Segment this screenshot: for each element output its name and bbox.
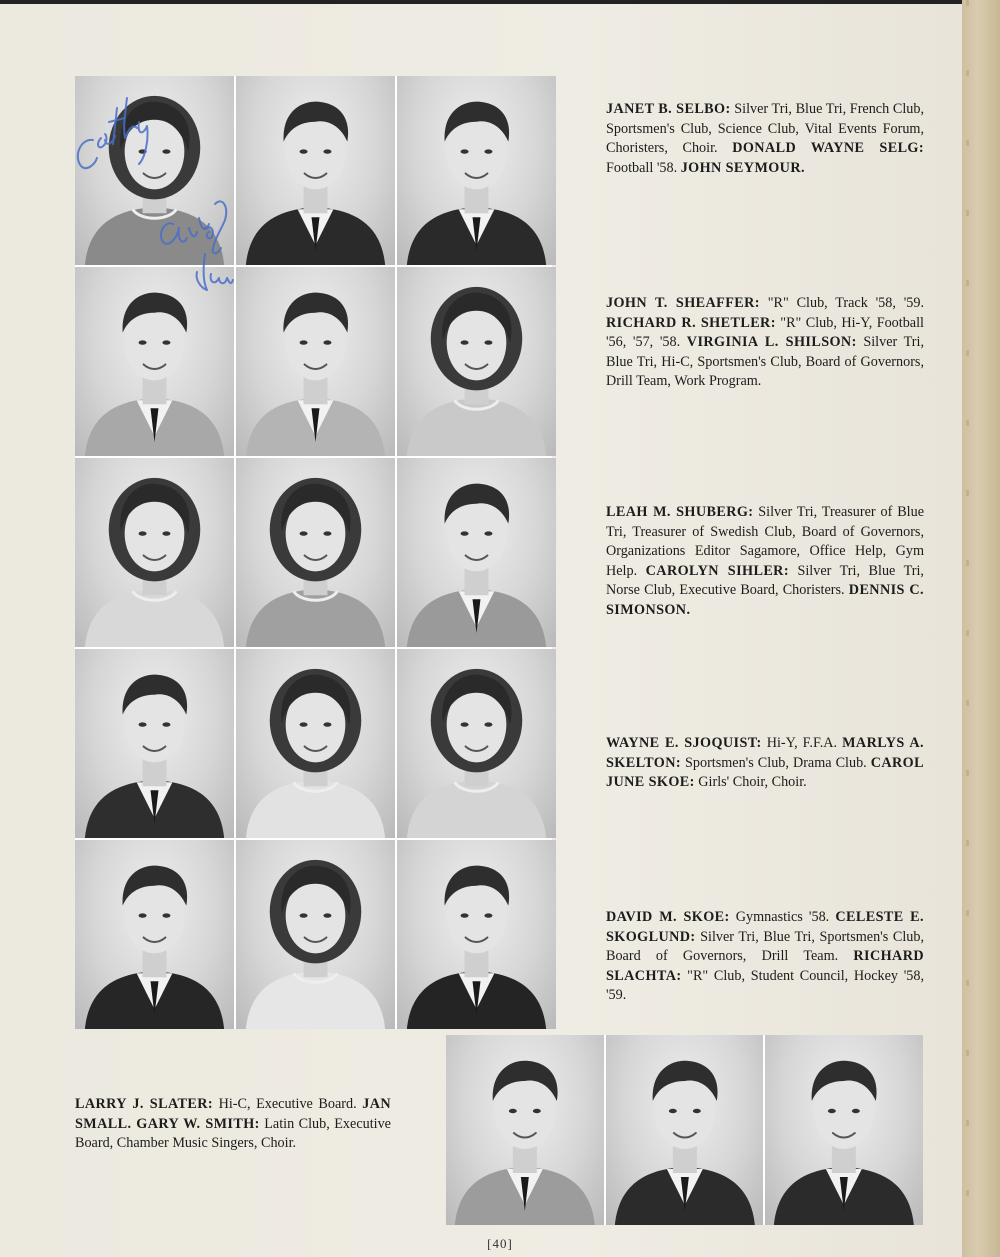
portrait-david-skoe xyxy=(75,840,234,1029)
page-number: [40] xyxy=(487,1236,513,1251)
portrait-wayne-sjoquist xyxy=(75,649,234,838)
student-activities: Silver Tri, Blue Tri, Norse Club, Executive Board, Choristers. xyxy=(606,562,924,599)
student-name: JANET B. SELBO: xyxy=(606,101,731,117)
student-name: LARRY J. SLATER: xyxy=(75,1096,214,1112)
student-name: MARLYS A. SKELTON: xyxy=(606,735,924,771)
student-activities: Silver Tri, Blue Tri, Sportsmen's Club, Board of Governors, Drill Team. xyxy=(606,928,924,965)
student-name: VIRGINIA L. SHILSON: xyxy=(686,334,857,351)
student-activities: Hi-C, Executive Board. xyxy=(213,1096,363,1112)
caption-row-4 xyxy=(606,734,924,793)
student-activities: "R" Club, Track '58, '59. xyxy=(759,295,925,311)
portrait-photo xyxy=(397,76,556,265)
student-name: WAYNE E. SJOQUIST: xyxy=(606,735,762,751)
portrait-photo xyxy=(236,76,395,265)
caption-row-1 xyxy=(606,100,924,178)
student-activities: Gymnastics '58. xyxy=(729,909,836,925)
student-activities: Football '58. xyxy=(606,159,681,176)
student-activities: Latin Club, Executive Board, Chamber Music Singers, Choir. xyxy=(75,1115,391,1152)
student-name: DAVID M. SKOE: xyxy=(606,909,730,925)
student-activities: "R" Club, Hi-Y, Football '56, '57, '58. xyxy=(606,314,924,351)
portrait-photo xyxy=(75,76,234,265)
caption-bottom xyxy=(75,1095,391,1154)
caption-row-5 xyxy=(606,908,924,1006)
portrait-celeste-skoglund xyxy=(236,840,395,1029)
portrait-richard-slachta xyxy=(397,840,556,1029)
portrait-photo xyxy=(397,267,556,456)
portrait-row-bottom xyxy=(446,1035,923,1225)
portrait-john-sheaffer xyxy=(75,267,234,456)
student-activities: Girls' Choir, Choir. xyxy=(694,774,807,791)
portrait-photo xyxy=(236,840,395,1029)
portrait-photo xyxy=(236,458,395,647)
portrait-photo xyxy=(75,458,234,647)
portrait-carol-skoe xyxy=(397,649,556,838)
binding-marks xyxy=(966,0,969,1257)
portrait-photo xyxy=(446,1035,604,1225)
student-activities: Hi-Y, F.F.A. xyxy=(761,735,843,751)
portrait-photo xyxy=(75,840,234,1029)
portrait-marlys-skelton xyxy=(236,649,395,838)
portrait-richard-shetler xyxy=(236,267,395,456)
portrait-photo xyxy=(765,1035,923,1225)
student-name: CELESTE E. SKOGLUND: xyxy=(606,909,924,945)
portrait-carolyn-sihler xyxy=(236,458,395,647)
portrait-john-seymour xyxy=(397,76,556,265)
caption-row-2 xyxy=(606,294,924,392)
student-name: DENNIS C. SIMONSON. xyxy=(606,582,924,618)
student-name: JOHN T. SHEAFFER: xyxy=(606,295,760,311)
portrait-gary-smith xyxy=(765,1035,923,1225)
portrait-photo xyxy=(397,458,556,647)
student-name: LEAH M. SHUBERG: xyxy=(606,504,754,520)
student-activities: Silver Tri, Treasurer of Blue Tri, Treasurer of Swedish Club, Board of Governors, Organizations Editor Sagamore, Office Help, Gym Help. xyxy=(606,504,924,579)
student-activities: Silver Tri, Blue Tri, Hi-C, Sportsmen's Club, Board of Governors, Drill Team, Work Program. xyxy=(606,334,924,390)
student-activities: "R" Club, Student Council, Hockey '58, '59. xyxy=(606,967,924,1004)
portrait-virginia-shilson xyxy=(397,267,556,456)
student-name: JOHN SEYMOUR. xyxy=(680,159,805,176)
portrait-photo xyxy=(606,1035,764,1225)
student-name: CAROLYN SIHLER: xyxy=(645,562,789,579)
portrait-photo xyxy=(75,649,234,838)
student-name: DONALD WAYNE SELG: xyxy=(732,140,924,157)
portrait-jan-small xyxy=(606,1035,764,1225)
portrait-photo xyxy=(75,267,234,456)
portrait-janet-selbo xyxy=(75,76,234,265)
portrait-grid xyxy=(75,76,552,1029)
student-name: RICHARD SLACHTA: xyxy=(606,948,924,984)
portrait-photo xyxy=(236,649,395,838)
student-name: RICHARD R. SHETLER: xyxy=(606,314,776,331)
portrait-photo xyxy=(397,649,556,838)
portrait-leah-shuberg xyxy=(75,458,234,647)
caption-row-3 xyxy=(606,503,924,621)
portrait-photo xyxy=(236,267,395,456)
portrait-larry-slater xyxy=(446,1035,604,1225)
portrait-dennis-simonson xyxy=(397,458,556,647)
student-name: JAN SMALL. GARY W. SMITH: xyxy=(75,1096,391,1132)
student-name: CAROL JUNE SKOE: xyxy=(606,754,924,791)
page-edge xyxy=(962,0,1000,1257)
portrait-photo xyxy=(397,840,556,1029)
student-activities: Silver Tri, Blue Tri, French Club, Sportsmen's Club, Science Club, Vital Events Forum, Choristers, Choir. xyxy=(606,101,924,157)
student-activities: Sportsmen's Club, Drama Club. xyxy=(680,754,871,771)
portrait-donald-selg xyxy=(236,76,395,265)
